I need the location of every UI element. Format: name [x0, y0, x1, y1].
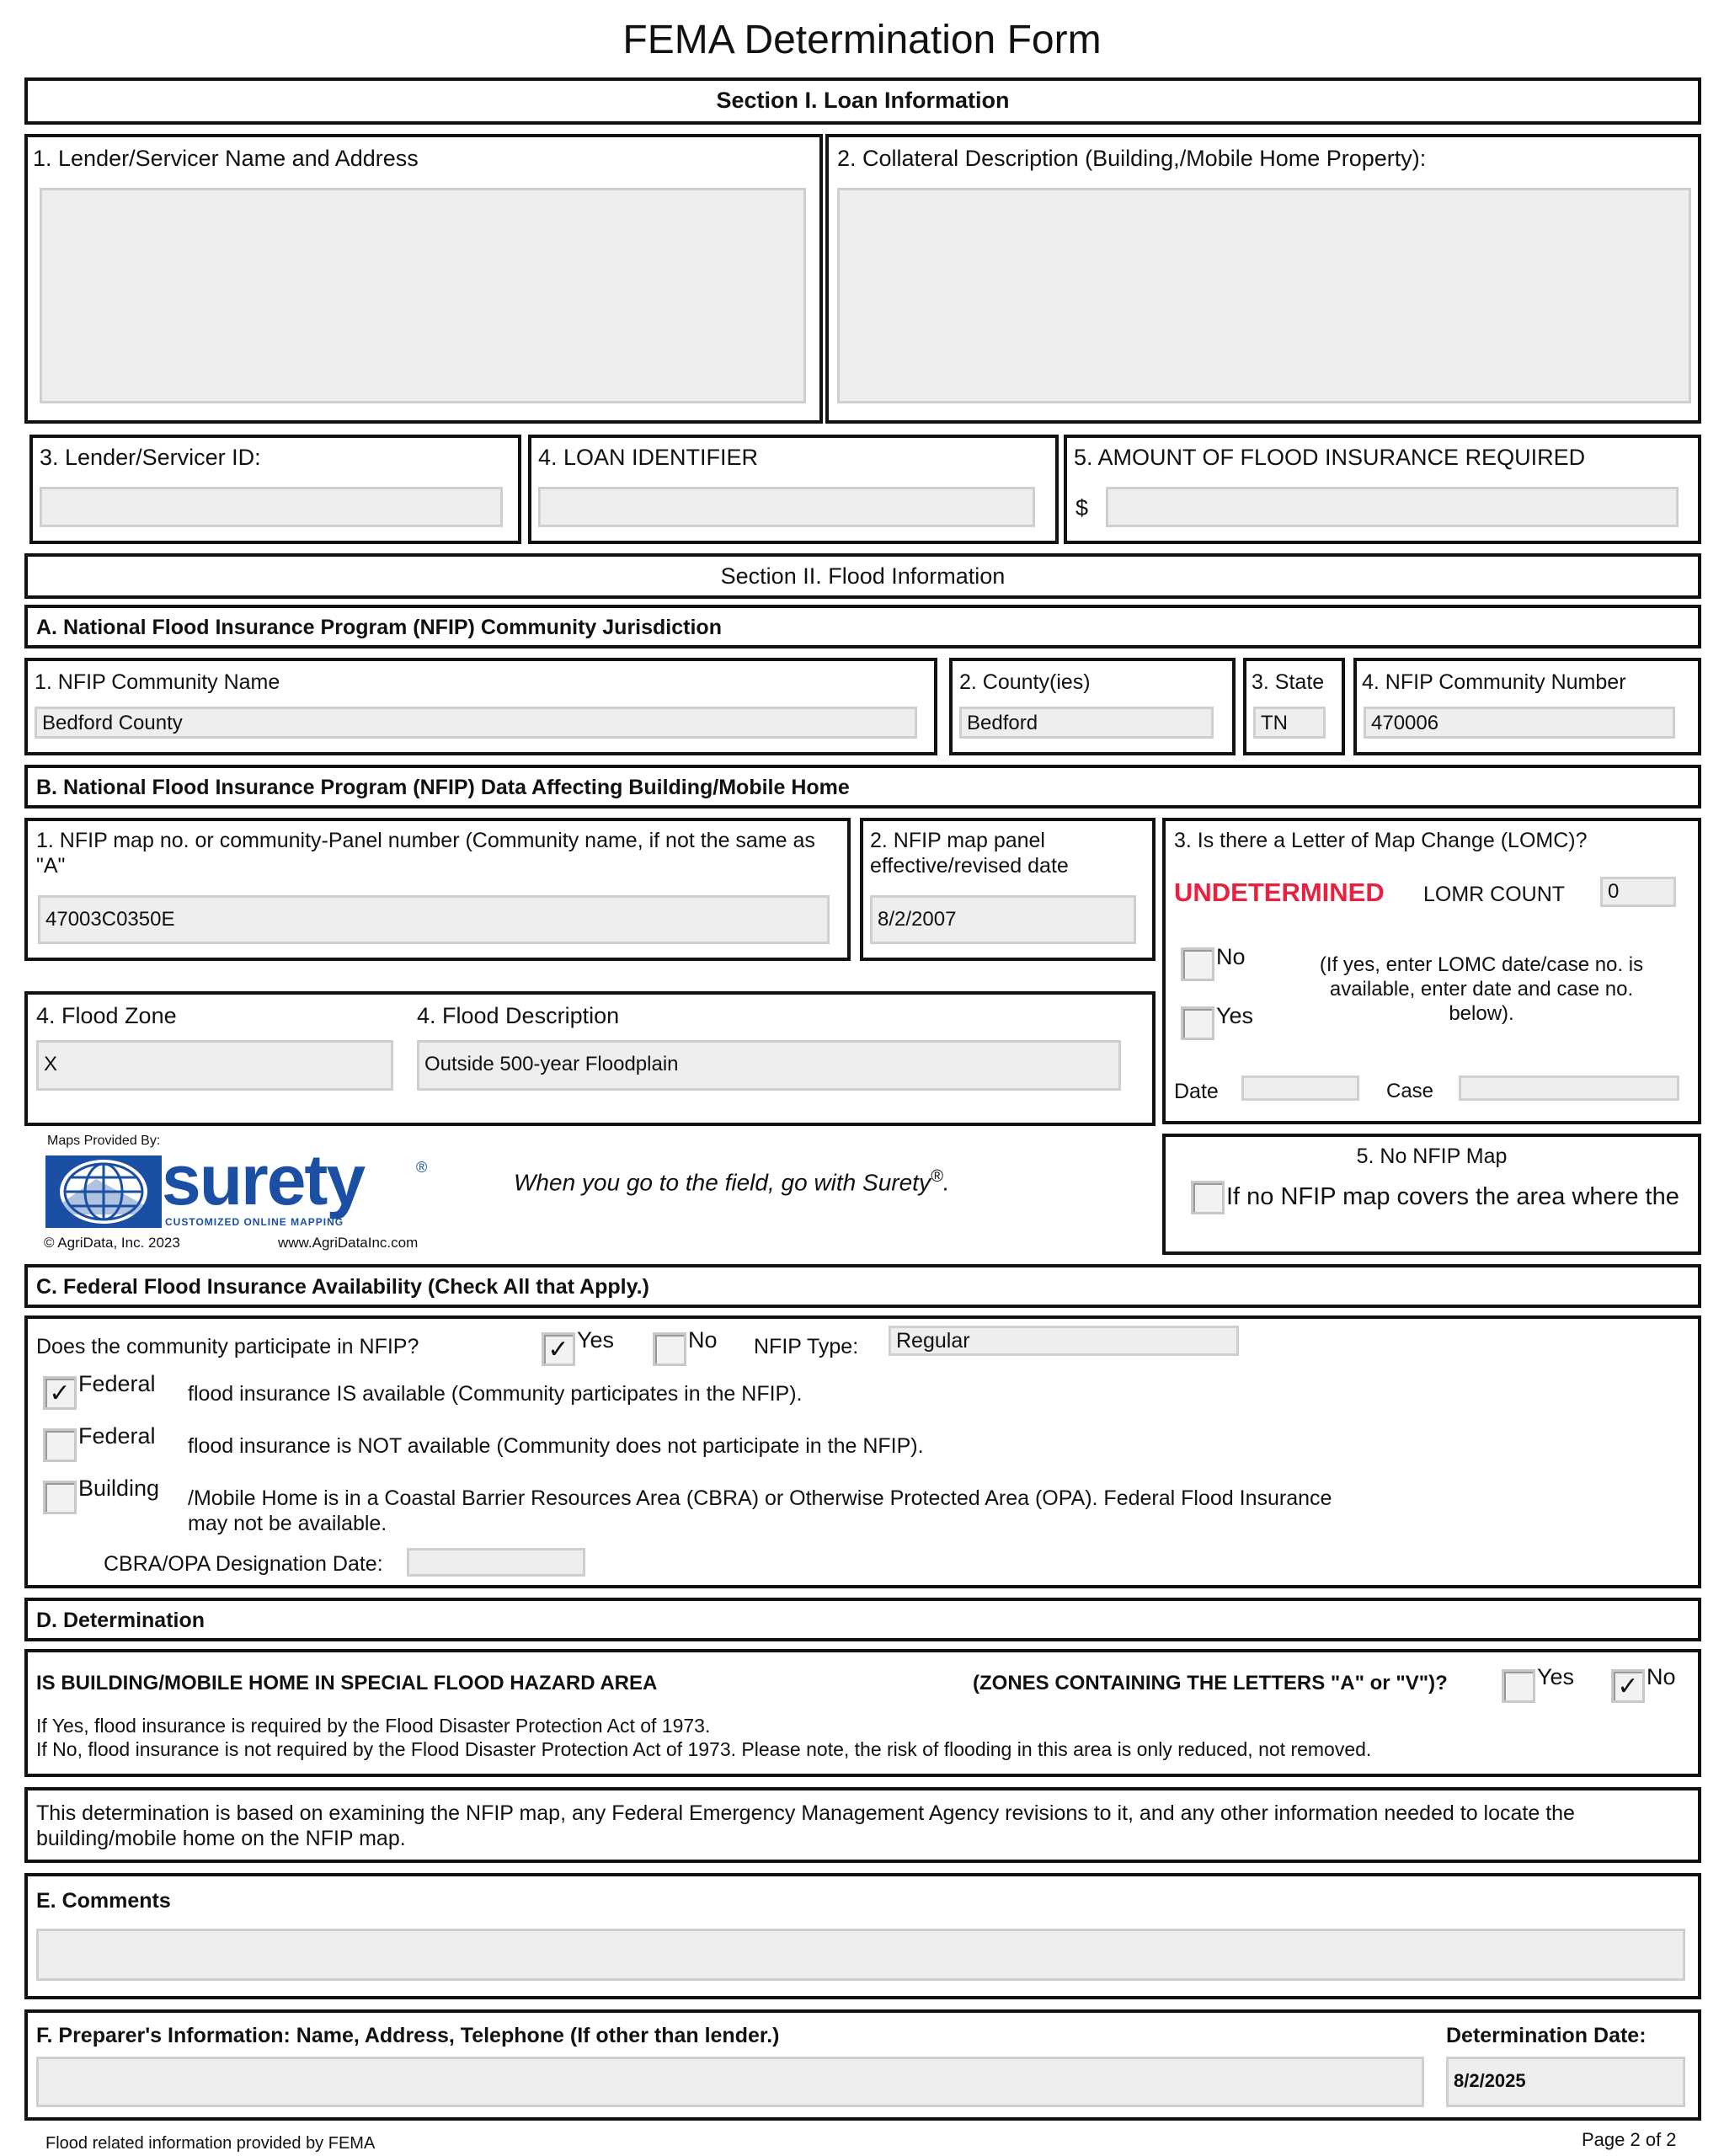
- community-number-box: [1353, 658, 1701, 755]
- loan-identifier-label: 4. LOAN IDENTIFIER: [538, 445, 759, 470]
- map-number-label-2: "A": [36, 854, 66, 878]
- panel-date-label-2: effective/revised date: [870, 854, 1069, 878]
- part-b-title: B. National Flood Insurance Program (NFIP) Data Affecting Building/Mobile Home: [36, 776, 850, 799]
- option-1-checkbox[interactable]: [43, 1376, 77, 1410]
- county-label: 2. County(ies): [959, 670, 1091, 694]
- lomc-date-field[interactable]: [1241, 1075, 1359, 1101]
- comments-box: [24, 1873, 1701, 1999]
- lomc-no-label: No: [1216, 944, 1246, 969]
- lomr-count-field[interactable]: 0: [1600, 877, 1676, 907]
- option-1-word: Federal: [78, 1371, 156, 1396]
- lomc-date-label: Date: [1174, 1080, 1219, 1103]
- option-3-word: Building: [78, 1476, 160, 1501]
- flood-zone-label: 4. Flood Zone: [36, 1003, 177, 1028]
- lomc-note-line-1: (If yes, enter LOMC date/case no. is: [1319, 953, 1644, 976]
- part-e-title: E. Comments: [36, 1889, 171, 1913]
- cbra-date-field[interactable]: [407, 1548, 585, 1577]
- county-field[interactable]: Bedford: [959, 707, 1214, 739]
- panel-date-box: [860, 818, 1156, 961]
- section-1-header: [24, 77, 1701, 125]
- check-mark: ✓: [547, 1336, 569, 1364]
- participate-no-checkbox[interactable]: [653, 1332, 686, 1366]
- check-mark: ✓: [49, 1380, 71, 1407]
- flood-description-label: 4. Flood Description: [417, 1003, 620, 1028]
- part-c-title: C. Federal Flood Insurance Availability (Check All that Apply.): [36, 1275, 649, 1299]
- option-2-word: Federal: [78, 1423, 156, 1449]
- lender-id-field[interactable]: [40, 487, 503, 527]
- determination-box: [24, 1649, 1701, 1777]
- lender-name-label: 1. Lender/Servicer Name and Address: [33, 146, 419, 171]
- insurance-amount-box: [1064, 435, 1701, 544]
- lomc-yes-label: Yes: [1216, 1003, 1254, 1028]
- check-mark: ✓: [1617, 1673, 1639, 1700]
- logo-copyright: © AgriData, Inc. 2023: [44, 1235, 180, 1251]
- option-3-checkbox[interactable]: [43, 1481, 77, 1514]
- maps-provided-by: Maps Provided By:: [47, 1134, 161, 1148]
- state-box: [1243, 658, 1345, 755]
- state-label: 3. State: [1252, 670, 1325, 694]
- no-map-box: [1162, 1134, 1701, 1255]
- section-1-title: Section I. Loan Information: [716, 88, 1010, 113]
- basis-line-1: This determination is based on examining the NFIP map, any Federal Emergency Management Agency revisions to it, and any other information needed to locate the: [36, 1801, 1575, 1825]
- flood-description-field[interactable]: Outside 500-year Floodplain: [417, 1040, 1121, 1091]
- footer-page-number: Page 2 of 2: [1582, 2129, 1677, 2150]
- nfip-type-field[interactable]: Regular: [889, 1326, 1239, 1356]
- option-1-text: flood insurance IS available (Community participates in the NFIP).: [188, 1382, 803, 1406]
- lomc-status: UNDETERMINED: [1174, 878, 1385, 907]
- option-3-text-2: may not be available.: [188, 1512, 387, 1535]
- map-number-label-1: 1. NFIP map no. or community-Panel number (Community name, if not the same as: [36, 829, 815, 852]
- state-field[interactable]: TN: [1253, 707, 1326, 739]
- panel-date-field[interactable]: 8/2/2007: [870, 895, 1136, 944]
- lomc-case-field[interactable]: [1459, 1075, 1679, 1101]
- county-box: [949, 658, 1236, 755]
- no-map-text: If no NFIP map covers the area where the: [1226, 1184, 1679, 1209]
- sfha-question-left: IS BUILDING/MOBILE HOME IN SPECIAL FLOOD HAZARD AREA: [36, 1672, 658, 1694]
- logo-website: www.AgriDataInc.com: [278, 1235, 419, 1251]
- community-name-label: 1. NFIP Community Name: [35, 670, 280, 694]
- map-number-box: [24, 818, 851, 961]
- flood-zone-field[interactable]: X: [36, 1040, 393, 1091]
- part-a-header: [24, 605, 1701, 648]
- part-d-header: [24, 1598, 1701, 1641]
- lomc-case-label: Case: [1386, 1080, 1434, 1102]
- participate-question: Does the community participate in NFIP?: [36, 1335, 419, 1358]
- lomc-no-checkbox[interactable]: [1181, 947, 1214, 981]
- lender-id-label: 3. Lender/Servicer ID:: [40, 445, 261, 470]
- part-d-title: D. Determination: [36, 1609, 205, 1632]
- sfha-no-label: No: [1647, 1664, 1676, 1689]
- participate-no-label: No: [688, 1327, 718, 1353]
- nfip-type-label: NFIP Type:: [754, 1335, 859, 1358]
- lomc-box: [1162, 818, 1701, 1124]
- comments-field[interactable]: [36, 1929, 1685, 1981]
- determination-date-field[interactable]: 8/2/2025: [1446, 2057, 1685, 2107]
- collateral-label: 2. Collateral Description (Building,/Mobile Home Property):: [837, 146, 1427, 171]
- option-3-text-1: /Mobile Home is in a Coastal Barrier Resources Area (CBRA) or Otherwise Protected Area (OPA). Federal Flood Insurance: [188, 1486, 1332, 1510]
- collateral-field[interactable]: [837, 188, 1691, 403]
- determination-basis-box: [24, 1787, 1701, 1863]
- loan-identifier-field[interactable]: [538, 487, 1035, 527]
- option-2-text: flood insurance is NOT available (Community does not participate in the NFIP).: [188, 1434, 924, 1458]
- lomc-note-line-3: below).: [1449, 1002, 1514, 1025]
- surety-tagline: CUSTOMIZED ONLINE MAPPING: [165, 1216, 344, 1228]
- lender-name-field[interactable]: [40, 188, 806, 403]
- basis-line-2: building/mobile home on the NFIP map.: [36, 1827, 406, 1850]
- preparer-box: [24, 2009, 1701, 2121]
- community-number-label: 4. NFIP Community Number: [1362, 670, 1626, 694]
- lender-name-box: [24, 134, 823, 424]
- collateral-box: [825, 134, 1701, 424]
- insurance-amount-label: 5. AMOUNT OF FLOOD INSURANCE REQUIRED: [1074, 445, 1586, 470]
- sfha-yes-label: Yes: [1537, 1664, 1575, 1689]
- surety-slogan-text: When you go to the field, go with Surety: [514, 1169, 931, 1196]
- sfha-question-right: (ZONES CONTAINING THE LETTERS "A" or "V")?: [973, 1672, 1448, 1694]
- insurance-amount-field[interactable]: [1106, 487, 1679, 527]
- no-map-label: 5. No NFIP Map: [1356, 1145, 1508, 1168]
- community-number-field[interactable]: 470006: [1364, 707, 1675, 739]
- surety-logo: [44, 1134, 448, 1251]
- section-2-title: Section II. Flood Information: [720, 563, 1006, 589]
- sfha-no-checkbox[interactable]: [1611, 1669, 1645, 1703]
- part-f-title: F. Preparer's Information: Name, Address, Telephone (If other than lender.): [36, 2024, 780, 2047]
- community-name-field[interactable]: Bedford County: [35, 707, 917, 739]
- map-number-field[interactable]: 47003C0350E: [38, 895, 830, 944]
- lomr-count-label: LOMR COUNT: [1423, 883, 1566, 906]
- footer-fema-credit: Flood related information provided by FEMA: [45, 2134, 376, 2153]
- part-a-title: A. National Flood Insurance Program (NFIP) Community Jurisdiction: [36, 616, 722, 639]
- sfha-note-no: If No, flood insurance is not required by the Flood Disaster Protection Act of 1973. Please note, the risk of flooding in this area is only reduced, not removed.: [36, 1738, 1372, 1760]
- option-2-checkbox[interactable]: [43, 1428, 77, 1462]
- sfha-yes-checkbox[interactable]: [1502, 1669, 1535, 1703]
- part-b-header: [24, 765, 1701, 808]
- determination-date-label: Determination Date:: [1446, 2024, 1647, 2047]
- part-c-body: [24, 1315, 1701, 1588]
- lomc-yes-checkbox[interactable]: [1181, 1006, 1214, 1040]
- surety-slogan: [514, 1167, 949, 1196]
- cbra-date-label: CBRA/OPA Designation Date:: [104, 1552, 383, 1576]
- sfha-note-yes: If Yes, flood insurance is required by the Flood Disaster Protection Act of 1973.: [36, 1715, 711, 1737]
- surety-brand: surety: [162, 1140, 365, 1219]
- page-title: FEMA Determination Form: [622, 18, 1102, 62]
- lomc-note: [1292, 953, 1671, 1026]
- lender-id-box: [29, 435, 521, 544]
- lomc-label: 3. Is there a Letter of Map Change (LOMC)?: [1174, 829, 1588, 852]
- panel-date-label-1: 2. NFIP map panel: [870, 829, 1045, 852]
- participate-yes-checkbox[interactable]: [542, 1332, 575, 1366]
- flood-zone-box: [24, 991, 1156, 1126]
- section-2-header: [24, 553, 1701, 599]
- currency-symbol: $: [1075, 495, 1089, 520]
- preparer-field[interactable]: [36, 2057, 1424, 2107]
- loan-identifier-box: [528, 435, 1059, 544]
- surety-slogan-end: .: [942, 1169, 950, 1196]
- surety-slogan-mark: ®: [930, 1167, 943, 1186]
- community-name-box: [24, 658, 937, 755]
- part-c-header: [24, 1264, 1701, 1308]
- lomc-note-line-2: available, enter date and case no.: [1329, 978, 1634, 1001]
- no-map-checkbox[interactable]: [1191, 1181, 1225, 1214]
- surety-registered: ®: [416, 1159, 428, 1176]
- globe-icon: [45, 1155, 162, 1228]
- participate-yes-label: Yes: [577, 1327, 615, 1353]
